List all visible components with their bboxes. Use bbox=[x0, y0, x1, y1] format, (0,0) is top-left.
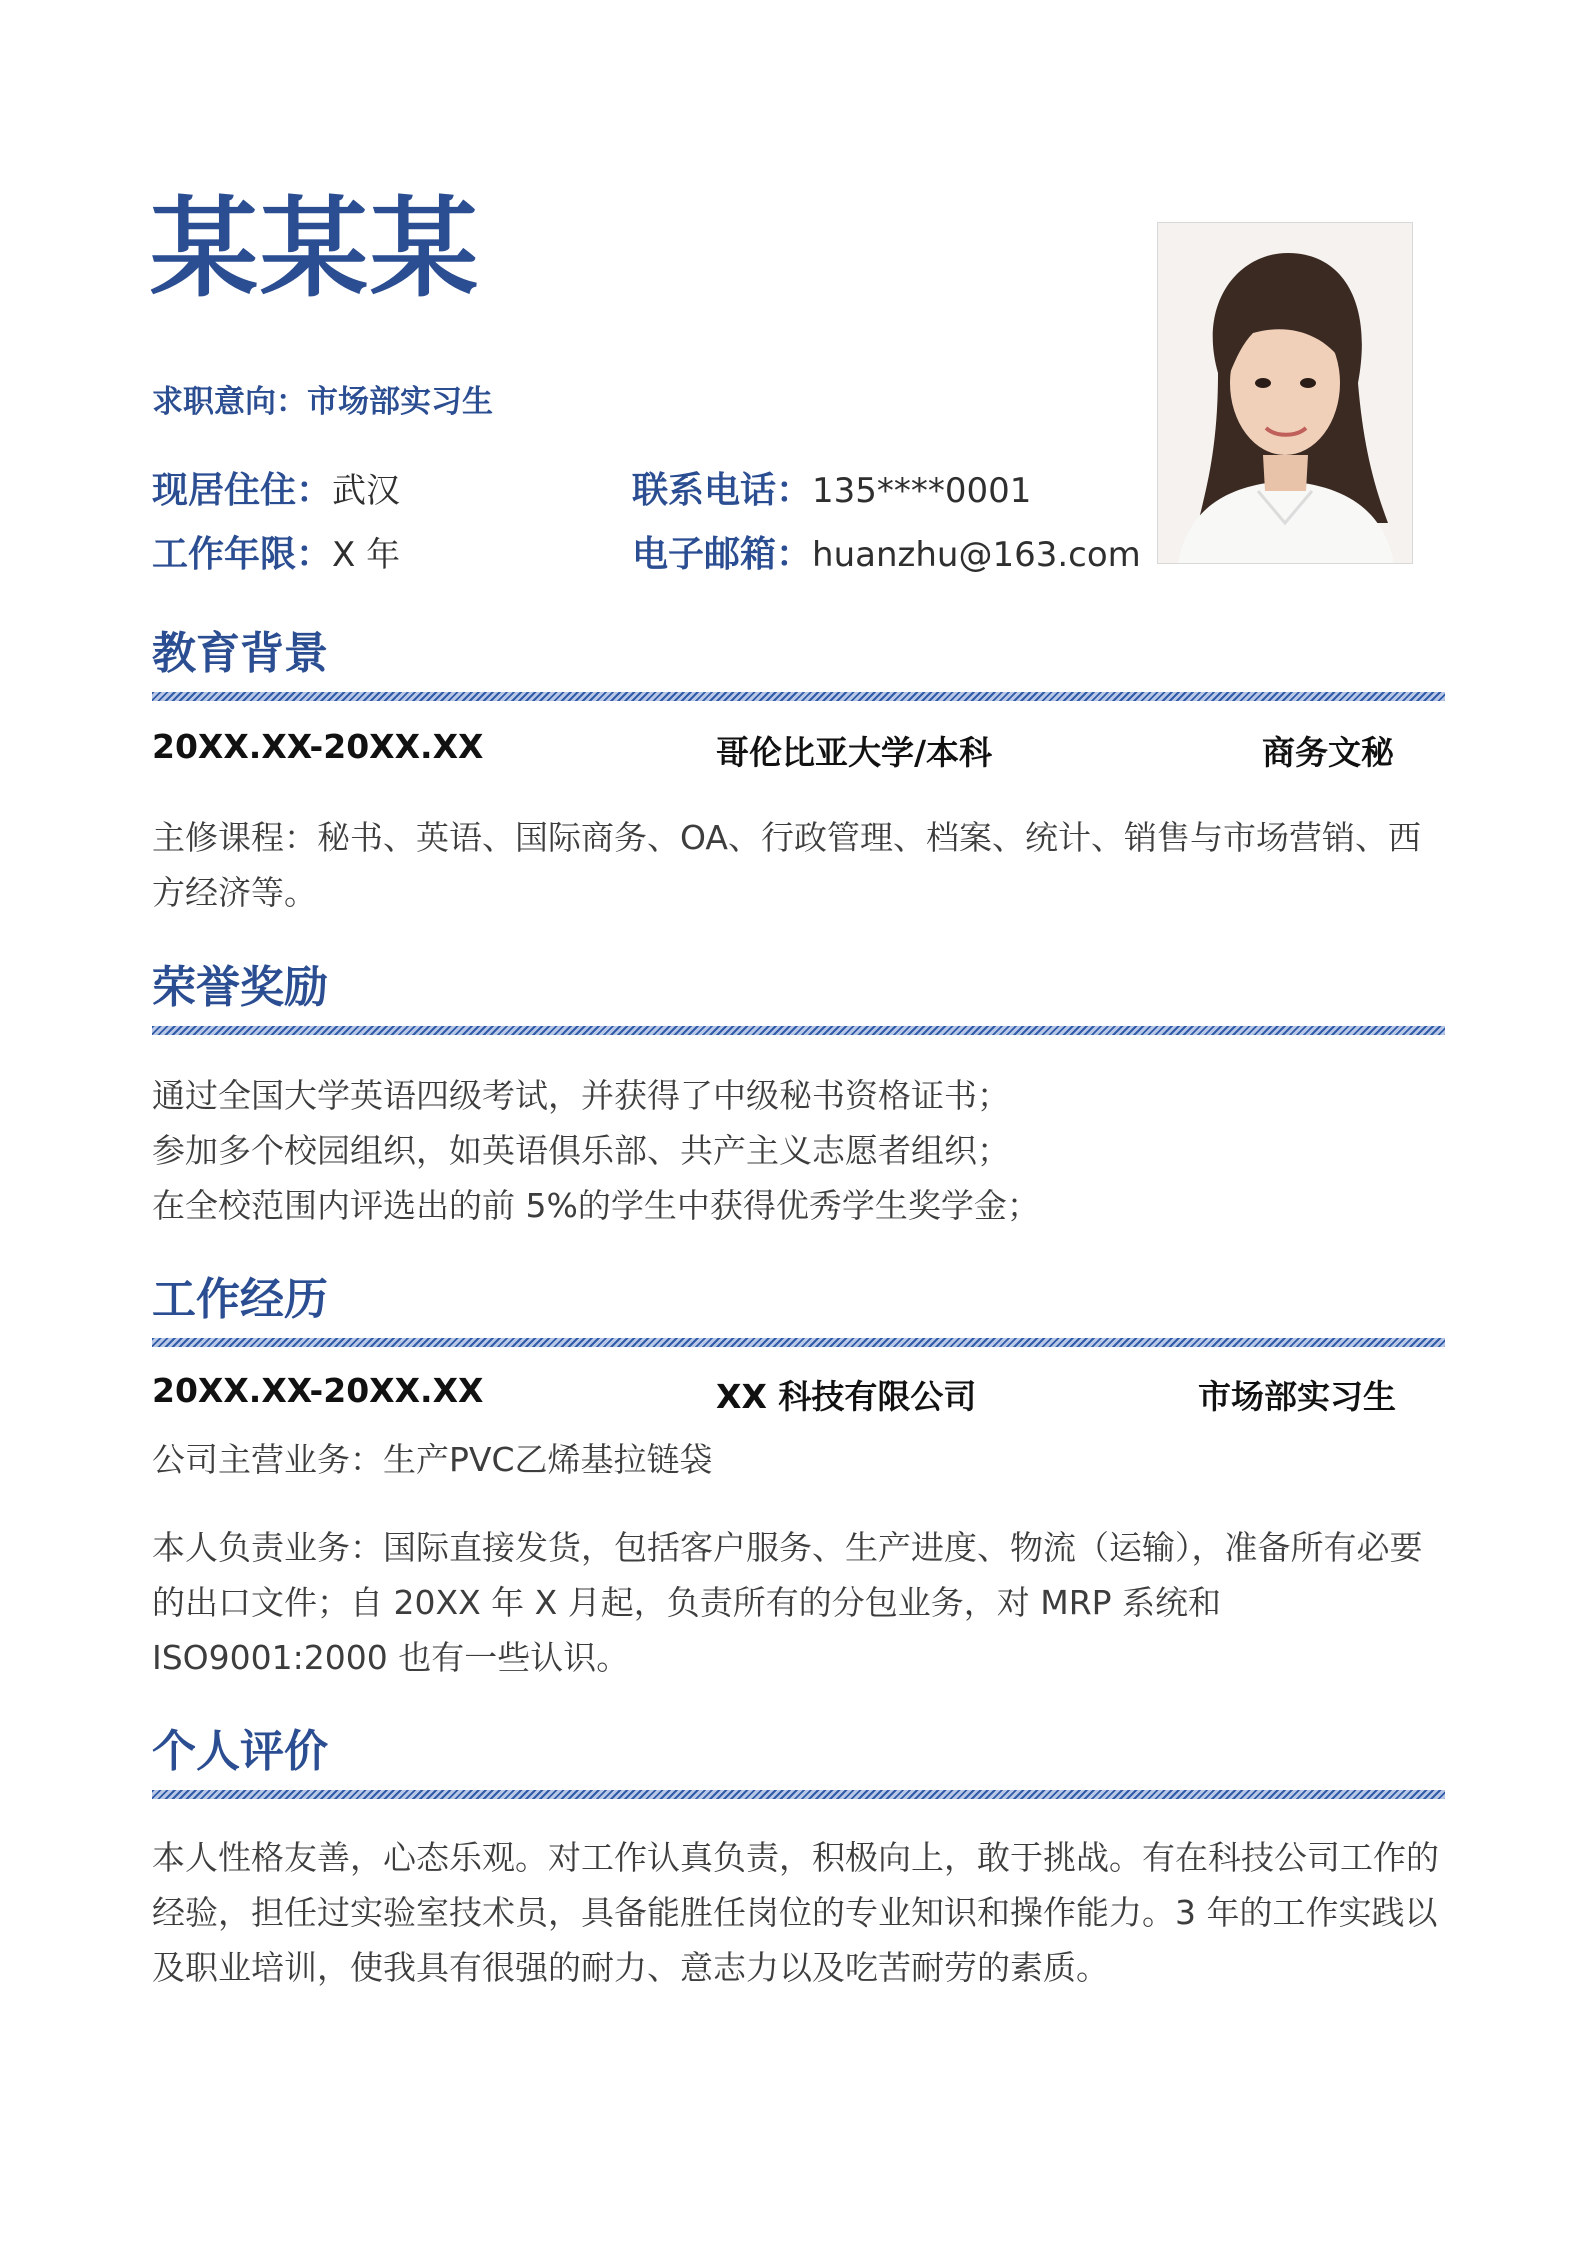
education-period: 20XX.XX-20XX.XX bbox=[152, 727, 484, 766]
job-intent: 求职意向：市场部实习生 bbox=[152, 384, 493, 420]
evaluation-title: 个人评价 bbox=[152, 1726, 328, 1777]
work-title: 工作经历 bbox=[152, 1274, 328, 1325]
years-info bbox=[152, 530, 400, 580]
work-business: 公司主营业务：生产PVC乙烯基拉链袋 bbox=[152, 1440, 713, 1479]
residence-label: 现居住住： bbox=[152, 470, 333, 511]
education-school: 哥伦比亚大学/本科 bbox=[716, 733, 993, 772]
candidate-name: 某某某 bbox=[150, 187, 481, 312]
residence-value: 武汉 bbox=[332, 471, 401, 511]
email-info bbox=[632, 530, 1141, 580]
years-label: 工作年限： bbox=[152, 534, 333, 575]
residence-info bbox=[152, 466, 400, 516]
honors-title: 荣誉奖励 bbox=[152, 962, 328, 1013]
education-major: 商务文秘 bbox=[1262, 733, 1394, 772]
education-title: 教育背景 bbox=[152, 628, 328, 679]
portrait-image bbox=[1158, 223, 1412, 563]
work-period: 20XX.XX-20XX.XX bbox=[152, 1371, 484, 1410]
work-company: XX 科技有限公司 bbox=[716, 1377, 977, 1416]
phone-label: 联系电话： bbox=[632, 470, 813, 511]
evaluation-text: 本人性格友善，心态乐观。对工作认真负责，积极向上，敢于挑战。有在科技公司工作的经验，担任过实验室技术员，具备能胜任岗位的专业知识和操作能力。3 年的工作实践以及职业培训，使我具有很强的耐力、意志力以及吃苦耐劳的素质。 bbox=[152, 1838, 1439, 1987]
honors-list bbox=[152, 1068, 1040, 1233]
education-divider bbox=[152, 692, 1445, 701]
education-row bbox=[152, 727, 1445, 777]
honor-item: 通过全国大学英语四级考试，并获得了中级秘书资格证书； bbox=[152, 1076, 1010, 1115]
phone-info bbox=[632, 466, 1031, 516]
work-row bbox=[152, 1371, 1445, 1421]
work-position: 市场部实习生 bbox=[1198, 1377, 1396, 1416]
education-courses: 主修课程：秘书、英语、国际商务、OA、行政管理、档案、统计、销售与市场营销、西方经济等。 bbox=[152, 818, 1421, 912]
honor-item: 参加多个校园组织，如英语俱乐部、共产主义志愿者组织； bbox=[152, 1131, 1010, 1170]
work-divider bbox=[152, 1338, 1445, 1347]
work-duties: 本人负责业务：国际直接发货，包括客户服务、生产进度、物流（运输），准备所有必要的出口文件；自 20XX 年 X 月起，负责所有的分包业务，对 MRP 系统和 ISO9001:2000 也有一些认识。 bbox=[152, 1528, 1423, 1677]
email-value: huanzhu@163.com bbox=[812, 535, 1141, 575]
honors-divider bbox=[152, 1026, 1445, 1035]
profile-photo bbox=[1157, 222, 1413, 564]
honor-item: 在全校范围内评选出的前 5%的学生中获得优秀学生奖学金； bbox=[152, 1186, 1040, 1225]
phone-value: 135****0001 bbox=[812, 471, 1032, 511]
email-label: 电子邮箱： bbox=[632, 534, 813, 575]
evaluation-divider bbox=[152, 1790, 1445, 1799]
years-value: X 年 bbox=[332, 535, 401, 575]
